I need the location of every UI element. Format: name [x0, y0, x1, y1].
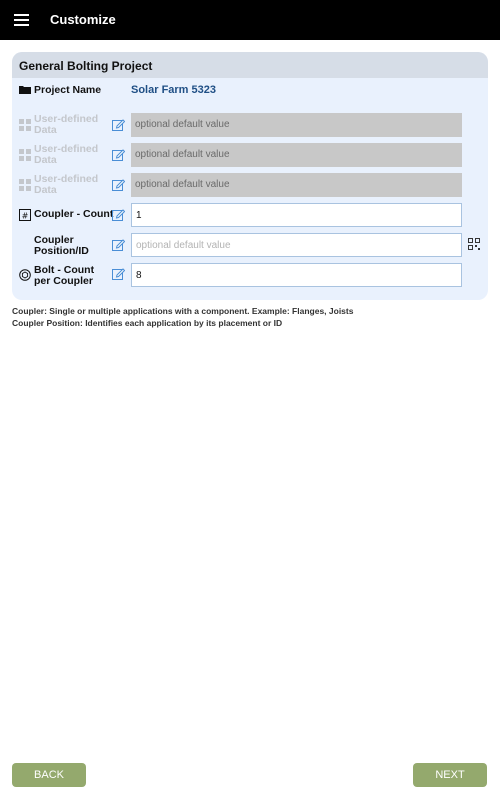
folder-icon	[19, 85, 31, 94]
coupler-position-input[interactable]: optional default value	[131, 233, 462, 257]
bolt-count-input[interactable]: 8	[131, 263, 462, 287]
hamburger-menu-icon[interactable]	[14, 12, 30, 28]
qr-scan-icon[interactable]	[468, 238, 480, 250]
edit-icon[interactable]	[112, 238, 125, 251]
project-name-label: Project Name	[34, 84, 102, 96]
coupler-note: Coupler: Single or multiple applications with a component. Example: Flanges, Joists	[12, 306, 354, 316]
user-defined-data-field: optional default value	[131, 173, 462, 197]
user-defined-data-field: optional default value	[131, 113, 462, 137]
coupler-position-label: Coupler Position/ID	[34, 234, 89, 257]
edit-icon[interactable]	[112, 267, 125, 280]
edit-icon[interactable]	[112, 178, 125, 191]
back-button[interactable]: BACK	[12, 763, 86, 787]
user-defined-data-label: User-defined Data	[34, 143, 99, 166]
page-title: Customize	[50, 12, 116, 27]
next-button[interactable]: NEXT	[413, 763, 487, 787]
bolt-icon	[19, 269, 31, 281]
coupler-count-input[interactable]: 1	[131, 203, 462, 227]
svg-text:#: #	[21, 211, 29, 221]
hash-icon	[19, 209, 31, 221]
edit-icon[interactable]	[112, 148, 125, 161]
card-header: General Bolting Project	[12, 52, 488, 78]
bolt-count-label: Bolt - Count per Coupler	[34, 264, 95, 287]
project-card	[12, 52, 488, 300]
app-bar	[0, 0, 500, 40]
grid-icon	[19, 119, 31, 131]
user-defined-data-field: optional default value	[131, 143, 462, 167]
user-defined-data-label: User-defined Data	[34, 113, 99, 136]
project-name-value: Solar Farm 5323	[131, 84, 216, 96]
grid-icon	[19, 149, 31, 161]
grid-icon	[19, 179, 31, 191]
user-defined-data-label: User-defined Data	[34, 173, 99, 196]
coupler-position-note: Coupler Position: Identifies each application by its placement or ID	[12, 318, 283, 328]
edit-icon[interactable]	[112, 208, 125, 221]
edit-icon[interactable]	[112, 118, 125, 131]
coupler-count-label: Coupler - Count	[34, 208, 114, 220]
